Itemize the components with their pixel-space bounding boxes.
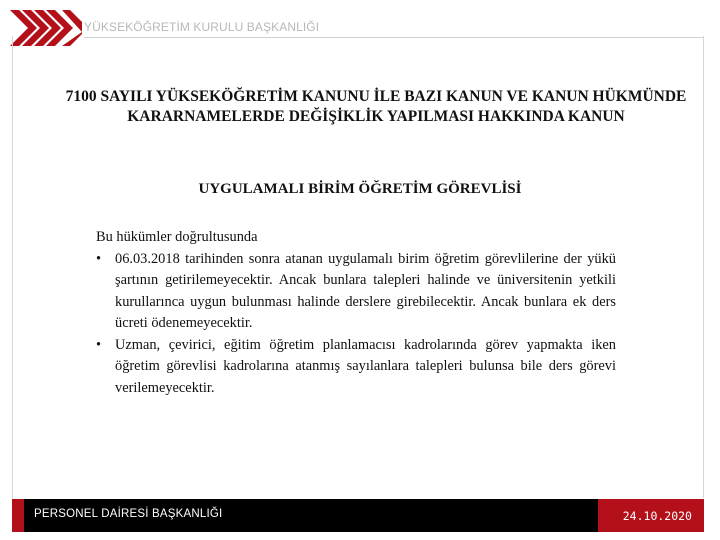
intro-text: Bu hükümler doğrultusunda (96, 229, 258, 245)
bullet-marker: • (96, 336, 102, 353)
bullet-item (96, 249, 616, 335)
document-subtitle: UYGULAMALI BİRİM ÖĞRETİM GÖREVLİSİ (198, 181, 522, 197)
footer-date: 24.10.2020 (622, 509, 692, 523)
document-body (96, 227, 616, 399)
bullet-text: 06.03.2018 tarihinden sonra atanan uygulamalı birim öğretim görevlilerine der yükü şartının getirilemeyecektir. Ancak bunlara talepleri halinde ve üniversitenin yetkili kurullarınca uygun bulunması halinde derslere girebilecektir. Ancak bunlara ek ders ücreti ödenemeyecektir. (115, 250, 616, 331)
bullet-item (96, 335, 616, 400)
bullet-list (96, 249, 616, 400)
footer-department: PERSONEL DAİRESİ BAŞKANLIĞI (34, 508, 223, 520)
header-title: YÜKSEKÖĞRETİM KURULU BAŞKANLIĞI (84, 20, 320, 34)
bullet-text: Uzman, çevirici, eğitim öğretim planlamacısı kadrolarında görev yapmakta iken öğretim görevlisi kadrolarına atanmış sayılanlara talepleri bulunsa bile ders görevi verilemeyecektir. (115, 336, 616, 396)
document-title: 7100 SAYILI YÜKSEKÖĞRETİM KANUNU İLE BAZI KANUN VE KANUN HÜKMÜNDE KARARNAMELERDE DEĞİŞİKLİK YAPILMASI HAKKINDA KANUN (65, 88, 687, 125)
bullet-marker: • (96, 250, 102, 267)
